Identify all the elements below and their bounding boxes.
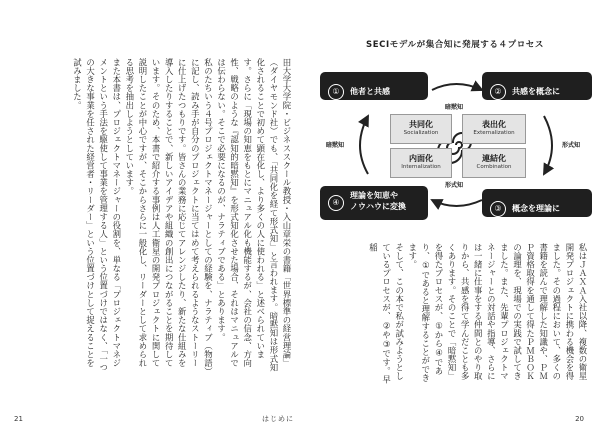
right-page — [300, 0, 600, 441]
internalization-box — [390, 148, 452, 178]
externalization-box — [462, 114, 526, 144]
combination-box — [462, 148, 526, 178]
tacit-label-left: 暗黙知 — [326, 142, 345, 149]
arrow-right — [544, 116, 552, 174]
step-3-box — [482, 189, 592, 217]
tacit-label-top: 暗黙知 — [445, 104, 464, 111]
step-3-number: ③ — [490, 201, 506, 217]
left-body-text: 田大学大学院・ビジネススクール教授・入山章栄の書籍「世界標準の経営理論」（ダイヤモンド社）でも、「共同化を経て形式知」と言われます。暗黙知は形式知化されることで初めて顕在化し、より多くの人に使われる」と述べられています。さらに「現場の知恵をもとにマニュアル化も機能するが、会社の信念、方向性、戦略のような『認知的暗黙知』を形式知化させた場合、それはマニュアルでは伝わらない。そこで必要になるのが、ナラティブである」とあります。 私のたちいう４号プロジェクトマネージャーとしての経験を、ナラティブ（物語）に記し、読み手が自分のプロジェクトに当てはめて考えられるようなストーリーに仕上げたつもりです。皆さんの業務に応じてアレンジしたり、新たな仕組みを導入したりすることで、新しいアイデアや組織の創出につながることを期待しています。そのため、本書で紹介する事例は人工衛星の開発プロジェクトに関して説明したことが中心ですが、そこからさらに一般化し、リーダーとして求められる思考を抽出しようとしています。 また本書は、プロジェクトマネージャーの役割を、単なる「プロジェクトマネジメントという手法を駆使して事業を管理する人」という位置づけではなく、「一つの大きな事業を任された経営者・リーダー」という位置づけとして捉えることを試みました。 — [72, 58, 292, 372]
step-4-box — [320, 186, 428, 220]
left-page-number: 21 — [14, 415, 23, 423]
externalization-en: Externalization — [473, 130, 515, 136]
right-page-number: 20 — [575, 415, 584, 423]
step-3-label: 概念を理論に — [512, 204, 560, 213]
arrow-left — [360, 116, 368, 174]
step-1-number: ① — [328, 84, 344, 100]
chapter-footer: はじめに — [262, 415, 294, 423]
step-1-box — [320, 72, 428, 100]
externalization-jp: 表出化 — [482, 120, 506, 129]
internalization-en: Internalization — [401, 164, 441, 170]
figure-title: SECIモデルが集合知に発展する４プロセス — [365, 40, 544, 50]
step-4-label-line1: 理論を知恵や — [350, 191, 398, 200]
step-2-box — [482, 72, 592, 100]
socialization-en: Socialization — [403, 130, 439, 136]
combination-jp: 連結化 — [482, 154, 506, 163]
seci-diagram — [312, 54, 600, 236]
arrow-top — [432, 84, 482, 90]
right-body-text: 私はＪＡＸＡ入社以降、複数の衛星開発プロジェクトに携わる機会を得ました。その過程において、多くの書籍を読んで理解した知識や、ＰＭＰ資格取得を通して得たＰＭＢＯＫの論理を、現場での実践で試してきました。また、先輩プロジェクトマネージャーとの対話や指導、さらには一緒に仕事をする仲間とのやり取りから、共感を得て学んだことも多くあります。そのことで「暗黙知」を得たプロセスが、①から④であり、①であると理解することができます。 そして、この本で私が試みようとしているプロセスが、②や③です。早稲 — [368, 243, 588, 384]
explicit-label-right: 形式知 — [562, 142, 581, 149]
combination-en: Combination — [476, 164, 512, 170]
step-1-label: 他者と共感 — [350, 87, 390, 96]
step-4-number: ④ — [328, 195, 344, 211]
step-2-number: ② — [490, 84, 506, 100]
socialization-box — [390, 114, 452, 144]
internalization-jp: 内面化 — [409, 154, 433, 163]
arrow-bottom — [432, 200, 482, 206]
socialization-jp: 共同化 — [409, 120, 433, 129]
step-2-label: 共感を概念に — [512, 87, 560, 96]
explicit-label-bottom: 形式知 — [445, 182, 464, 189]
step-4-label-line2: ノウハウに変換 — [350, 202, 406, 211]
